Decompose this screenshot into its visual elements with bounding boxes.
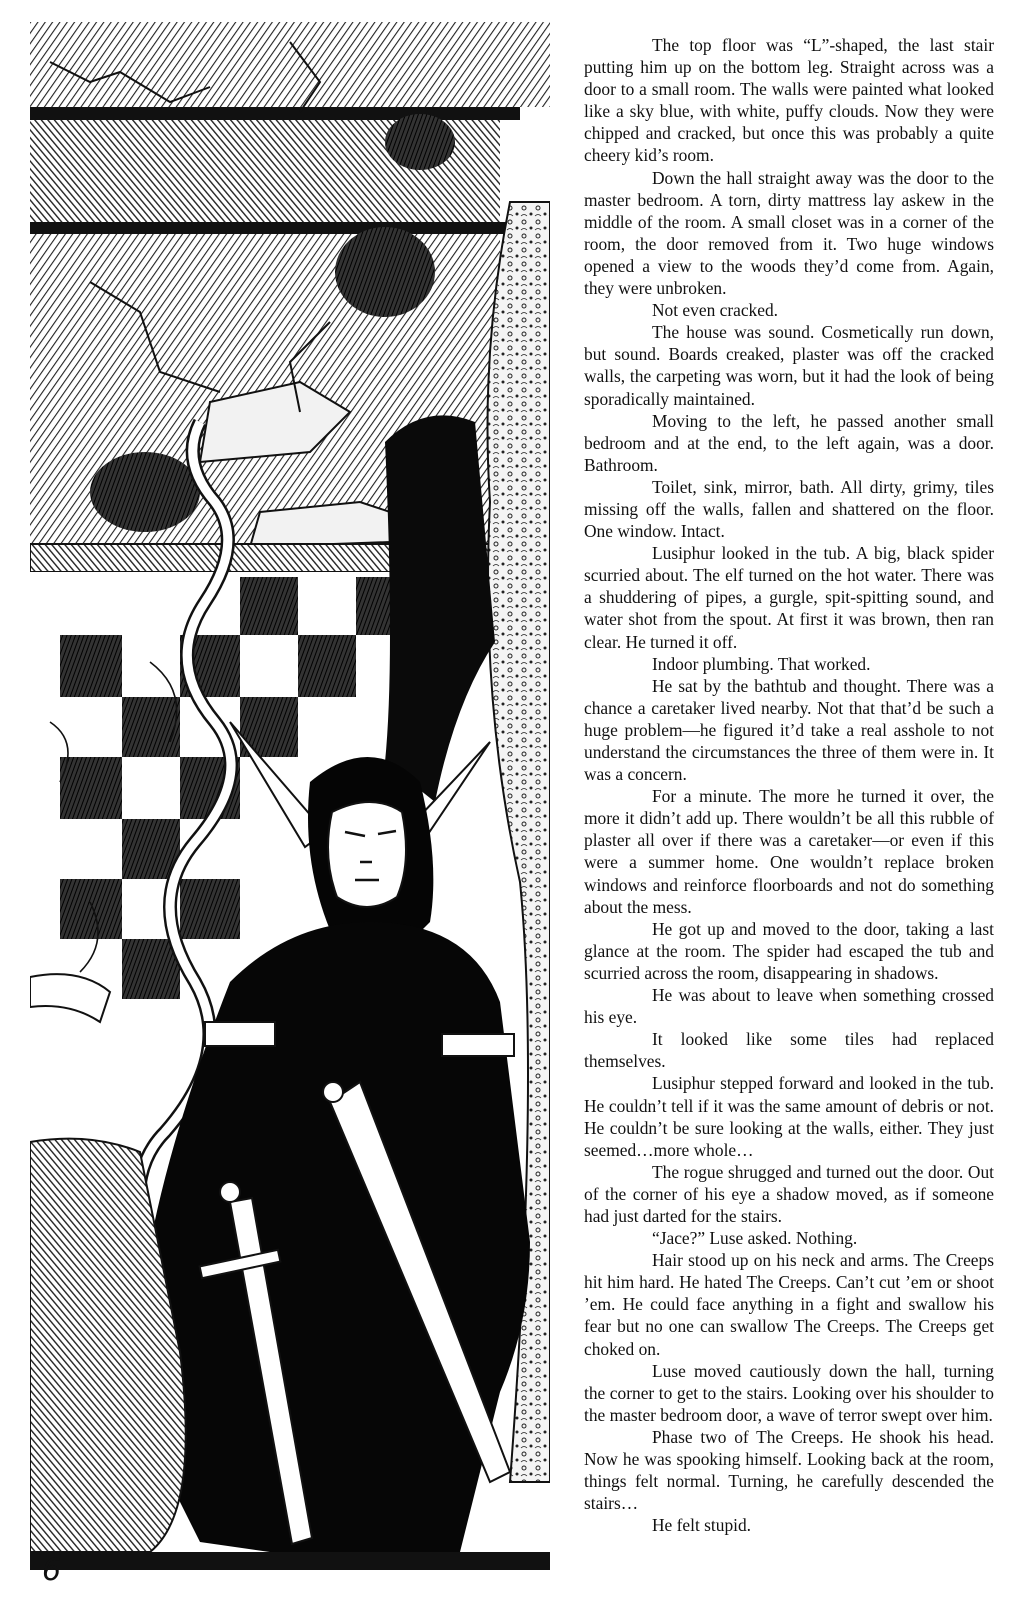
story-paragraph: Moving to the left, he passed another small bedroom and at the end, to the left again, was a door. Bathroom. <box>584 410 994 475</box>
story-paragraph: Hair stood up on his neck and arms. The Creeps hit him hard. He hated The Creeps. Can’t cut ’em or shoot ’em. He could face anything in a fight and swallow his fear but no one can swallow The Creeps. The Creeps get choked on. <box>584 1250 994 1359</box>
story-paragraph: It looked like some tiles had replaced themselves. <box>584 1029 994 1072</box>
story-paragraph: Luse moved cautiously down the hall, turning the corner to get to the stairs. Looking over his shoulder to the master bedroom door, a wave of terror swept over him. <box>584 1360 994 1425</box>
story-paragraph: Lusiphur stepped forward and looked in the tub. He couldn’t tell if it was the same amount of debris or not. He couldn’t be sure looking at the walls, either. They just seemed…more whole… <box>584 1073 994 1160</box>
story-paragraph: “Jace?” Luse asked. Nothing. <box>652 1228 858 1249</box>
story-paragraph: The house was sound. Cosmetically run down, but sound. Boards creaked, plaster was off the cracked walls, the carpeting was worn, but it had the look of being sporadically maintained. <box>584 322 994 409</box>
illustration-panel <box>30 22 550 1570</box>
story-paragraph: He was about to leave when something crossed his eye. <box>584 985 994 1028</box>
story-paragraph: Down the hall straight away was the door to the master bedroom. A torn, dirty mattress lay askew in the middle of the room. A small closet was in a corner of the room, the door removed from it. Two huge windows opened a view to the woods they’d come from. Again, they were unbroken. <box>584 167 994 299</box>
story-paragraph: He got up and moved to the door, taking a last glance at the room. The spider had escaped the tub and scurried across the room, disappearing in shadows. <box>584 918 994 983</box>
plaster-wall-top <box>30 22 550 107</box>
story-paragraph: He sat by the bathtub and thought. There was a chance a caretaker lived nearby. Not that that’d be such a huge problem—he figured it’d take a real asshole to not understand the circumstances the three of them were in. It was a concern. <box>584 675 994 785</box>
story-paragraph: Not even cracked. <box>652 300 779 321</box>
story-paragraph: Indoor plumbing. That worked. <box>652 653 871 674</box>
story-paragraph: Lusiphur looked in the tub. A big, black spider scurried about. The elf turned on the hot water. There was a shuddering of pipes, a gurgle, spit-spitting sound, and water shot from the spout. At first it was brown, then ran clear. He turned it off. <box>584 543 994 652</box>
story-paragraph: He felt stupid. <box>652 1515 752 1536</box>
story-paragraph: For a minute. The more he turned it over, the more it didn’t add up. There wouldn’t be all this rubble of plaster all over if there was a caretaker—or even if this were a summer home. One wouldn’t replace broken windows and reinforce floorboards and not do something about the mess. <box>584 786 994 917</box>
story-text-column <box>584 34 994 1536</box>
page-number: 6 <box>42 1553 62 1588</box>
curtain-rod <box>30 222 520 234</box>
story-paragraph: The top floor was “L”-shaped, the last stair putting him up on the bottom leg. Straight across was a door to a small room. The walls were painted what looked like a sky blue, with white, puffy clouds. Now they were chipped and cracked, but once this was probably a quite cheery kid’s room. <box>584 35 994 166</box>
story-paragraph: The rogue shrugged and turned out the door. Out of the corner of his eye a shadow moved, as if someone had just darted for the stairs. <box>584 1161 994 1226</box>
story-paragraph: Phase two of The Creeps. He shook his head. Now he was spooking himself. Looking back at the room, things felt normal. Turning, he carefully descended the stairs… <box>584 1426 994 1514</box>
story-paragraph: Toilet, sink, mirror, bath. All dirty, grimy, tiles missing off the walls, fallen and shattered on the floor. One window. Intact. <box>584 476 994 542</box>
